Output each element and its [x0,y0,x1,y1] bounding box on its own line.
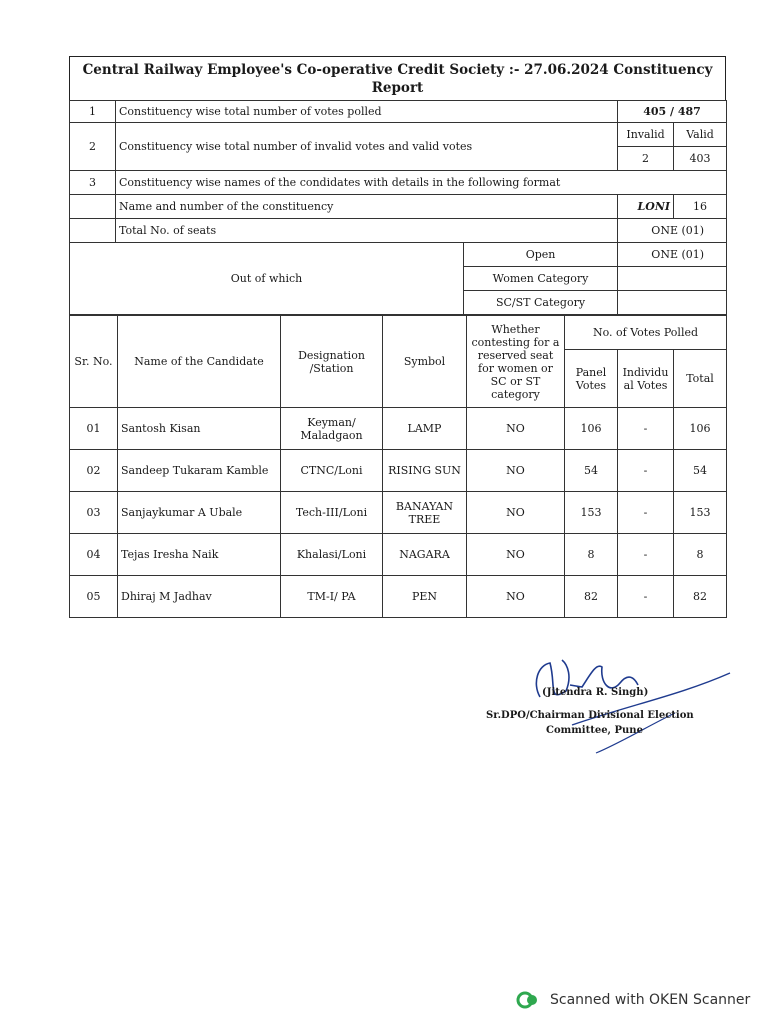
candidates-table [69,315,727,618]
candidate-symbol: RISING SUN [383,450,467,492]
row-number: 1 [70,101,116,123]
candidate-designation: Keyman/ Maladgaon [281,408,383,450]
category-value [618,291,727,315]
signatory-designation-line1: Sr.DPO/Chairman Divisional Election [486,710,694,721]
table-header-row-1 [70,316,727,350]
candidate-sr: 01 [70,408,118,450]
candidate-total: 82 [674,576,727,618]
report-title: Central Railway Employee's Co-operative Credit Society :- 27.06.2024 Constituency Report [69,56,726,100]
category-label: SC/ST Category [464,291,618,315]
constituency-number: 16 [674,195,727,219]
candidate-name: Santosh Kisan [118,408,281,450]
header-reserved: Whether contesting for a reserved seat for women or SC or ST category [467,316,565,408]
header-votes-polled: No. of Votes Polled [565,316,727,350]
table-row [70,534,727,576]
header-name: Name of the Candidate [118,316,281,408]
constituency-label: Name and number of the constituency [116,195,618,219]
category-value [618,267,727,291]
valid-value: 403 [674,147,727,171]
row-text: Constituency wise names of the condidates with details in the following format [116,171,727,195]
header-designation: Designation /Station [281,316,383,408]
table-row [70,576,727,618]
summary-row-1 [70,101,727,123]
row-number: 2 [70,123,116,171]
candidate-panel-votes: 106 [565,408,618,450]
candidate-total: 54 [674,450,727,492]
candidate-symbol: BANAYAN TREE [383,492,467,534]
candidate-sr: 03 [70,492,118,534]
candidate-individual-votes: - [618,534,674,576]
category-label: Open [464,243,618,267]
out-of-which-label: Out of which [70,243,464,315]
signatory-designation-line2: Committee, Pune [546,725,643,736]
candidate-reserved: NO [467,534,565,576]
report-sheet [69,56,726,618]
candidate-designation: Tech-III/Loni [281,492,383,534]
seats-row [70,219,727,243]
candidate-panel-votes: 8 [565,534,618,576]
scanner-text: Scanned with OKEN Scanner [550,992,751,1008]
row-text: Constituency wise total number of invalid votes and valid votes [116,123,618,171]
constituency-name: LONI [618,195,674,219]
candidate-total: 106 [674,408,727,450]
candidate-individual-votes: - [618,492,674,534]
candidate-total: 8 [674,534,727,576]
candidate-reserved: NO [467,576,565,618]
table-row [70,492,727,534]
table-row [70,450,727,492]
oken-scanner-logo-icon [516,990,540,1010]
valid-label: Valid [674,123,727,147]
candidate-sr: 04 [70,534,118,576]
candidate-reserved: NO [467,492,565,534]
candidate-name: Sandeep Tukaram Kamble [118,450,281,492]
signatory-name: (Jitendra R. Singh) [542,687,649,698]
scanner-watermark [516,990,750,1010]
header-total: Total [674,350,727,408]
votes-polled-value: 405 / 487 [618,101,727,123]
candidate-panel-votes: 82 [565,576,618,618]
candidate-individual-votes: - [618,408,674,450]
candidate-designation: TM-I/ PA [281,576,383,618]
summary-row-3 [70,171,727,195]
invalid-value: 2 [618,147,674,171]
constituency-row [70,195,727,219]
summary-table [69,100,727,315]
candidate-designation: Khalasi/Loni [281,534,383,576]
candidate-name: Dhiraj M Jadhav [118,576,281,618]
category-open-row [70,243,727,267]
seats-label: Total No. of seats [116,219,618,243]
candidate-panel-votes: 153 [565,492,618,534]
handwritten-signature [510,655,740,760]
category-value: ONE (01) [618,243,727,267]
header-panel-votes: Panel Votes [565,350,618,408]
row-text: Constituency wise total number of votes polled [116,101,618,123]
candidate-individual-votes: - [618,450,674,492]
candidate-total: 153 [674,492,727,534]
candidate-symbol: PEN [383,576,467,618]
candidate-reserved: NO [467,450,565,492]
candidate-symbol: NAGARA [383,534,467,576]
invalid-label: Invalid [618,123,674,147]
candidate-designation: CTNC/Loni [281,450,383,492]
candidate-reserved: NO [467,408,565,450]
empty-cell [70,219,116,243]
seats-value: ONE (01) [618,219,727,243]
header-individual-votes: Individu al Votes [618,350,674,408]
candidate-individual-votes: - [618,576,674,618]
empty-cell [70,195,116,219]
header-sr-no: Sr. No. [70,316,118,408]
candidate-name: Tejas Iresha Naik [118,534,281,576]
candidate-name: Sanjaykumar A Ubale [118,492,281,534]
candidate-panel-votes: 54 [565,450,618,492]
candidate-symbol: LAMP [383,408,467,450]
candidate-sr: 05 [70,576,118,618]
table-row [70,408,727,450]
summary-row-2a [70,123,727,147]
row-number: 3 [70,171,116,195]
header-symbol: Symbol [383,316,467,408]
candidate-sr: 02 [70,450,118,492]
category-label: Women Category [464,267,618,291]
